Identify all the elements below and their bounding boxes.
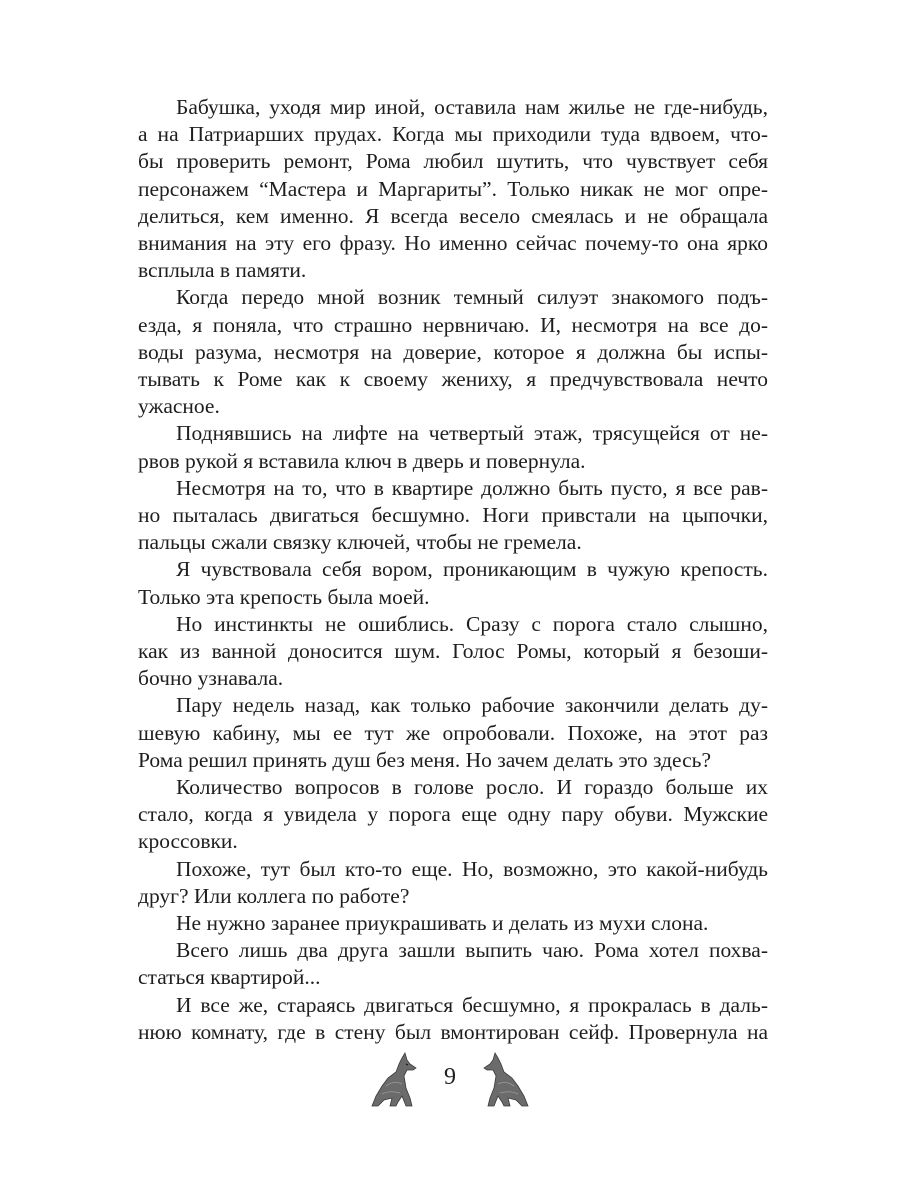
text-line: Количество вопросов в голове росло. И гораздо больше их — [176, 775, 768, 799]
text-line: друг? Или коллега по работе? — [138, 883, 410, 908]
text-line: делиться, кем именно. Я всегда весело смеялась и не обращала — [138, 203, 768, 228]
text-line: бы проверить ремонт, Рома любил шутить, что чувствует себя — [138, 149, 768, 174]
text-line: стало, когда я увидела у порога еще одну пару обуви. Мужские — [138, 802, 768, 827]
text-line: Поднявшись на лифте на четвертый этаж, трясущейся от не- — [176, 421, 768, 446]
text-line: но пыталась двигаться бесшумно. Ноги привстали на цыпочки, — [138, 503, 768, 527]
text-line: бочно узнавала. — [138, 666, 284, 691]
text-line: шевую кабину, мы ее тут же опробовали. Похоже, на этот раз — [138, 720, 768, 745]
wolf-icon — [480, 1052, 534, 1108]
text-line: Только эта крепость была моей. — [138, 584, 430, 609]
wolf-icon — [366, 1052, 420, 1108]
text-line: внимания на эту его фразу. Но именно сейчас почему-то она ярко — [138, 231, 768, 255]
text-line: нюю комнату, где в стену был вмонтирован сейф. Провернула на — [138, 1019, 768, 1044]
text-line: кроссовки. — [138, 829, 238, 854]
text-line: персонажем “Мастера и Маргариты”. Только никак не мог опре- — [138, 176, 768, 201]
text-line: Не нужно заранее приукрашивать и делать из мухи слона. — [176, 911, 709, 935]
text-line: а на Патриарших прудах. Когда мы приходили туда вдвоем, что- — [138, 122, 768, 147]
text-line: Рома решил принять душ без меня. Но зачем делать это здесь? — [138, 747, 711, 772]
text-line: тывать к Роме как к своему жениху, я предчувствовала нечто — [138, 367, 768, 391]
text-line: рвов рукой я вставила ключ в дверь и повернула. — [138, 448, 586, 473]
text-line: Пару недель назад, как только рабочие закончили делать ду- — [176, 693, 768, 718]
text-line: Несмотря на то, что в квартире должно быть пусто, я все рав- — [176, 475, 768, 500]
text-line: Когда передо мной возник темный силуэт знакомого подъ- — [176, 285, 768, 310]
text-line: пальцы сжали связку ключей, чтобы не гремела. — [138, 530, 582, 555]
text-line: Я чувствовала себя вором, проникающим в чужую крепость. — [176, 557, 768, 582]
text-line: как из ванной доносится шум. Голос Ромы, который я безоши- — [138, 639, 768, 663]
text-line: статься квартирой... — [138, 965, 321, 990]
page-number: 9 — [444, 1064, 456, 1090]
text-line: Всего лишь два друга зашли выпить чаю. Рома хотел похва- — [176, 938, 768, 963]
text-line: Похоже, тут был кто-то еще. Но, возможно, это какой-нибудь — [176, 856, 768, 881]
page-footer — [0, 1050, 900, 1110]
text-line: Бабушка, уходя мир иной, оставила нам жилье не где-нибудь, — [176, 95, 768, 119]
text-line: всплыла в памяти. — [138, 258, 307, 283]
text-line: езда, я поняла, что страшно нервничаю. И, несмотря на все до- — [138, 312, 768, 337]
text-line: Но инстинкты не ошиблись. Сразу с порога стало слышно, — [176, 611, 768, 636]
text-line: ужасное. — [138, 394, 220, 419]
text-line: И все же, стараясь двигаться бесшумно, я прокралась в даль- — [176, 992, 768, 1017]
text-line: воды разума, несмотря на доверие, которое я должна бы испы- — [138, 339, 768, 364]
